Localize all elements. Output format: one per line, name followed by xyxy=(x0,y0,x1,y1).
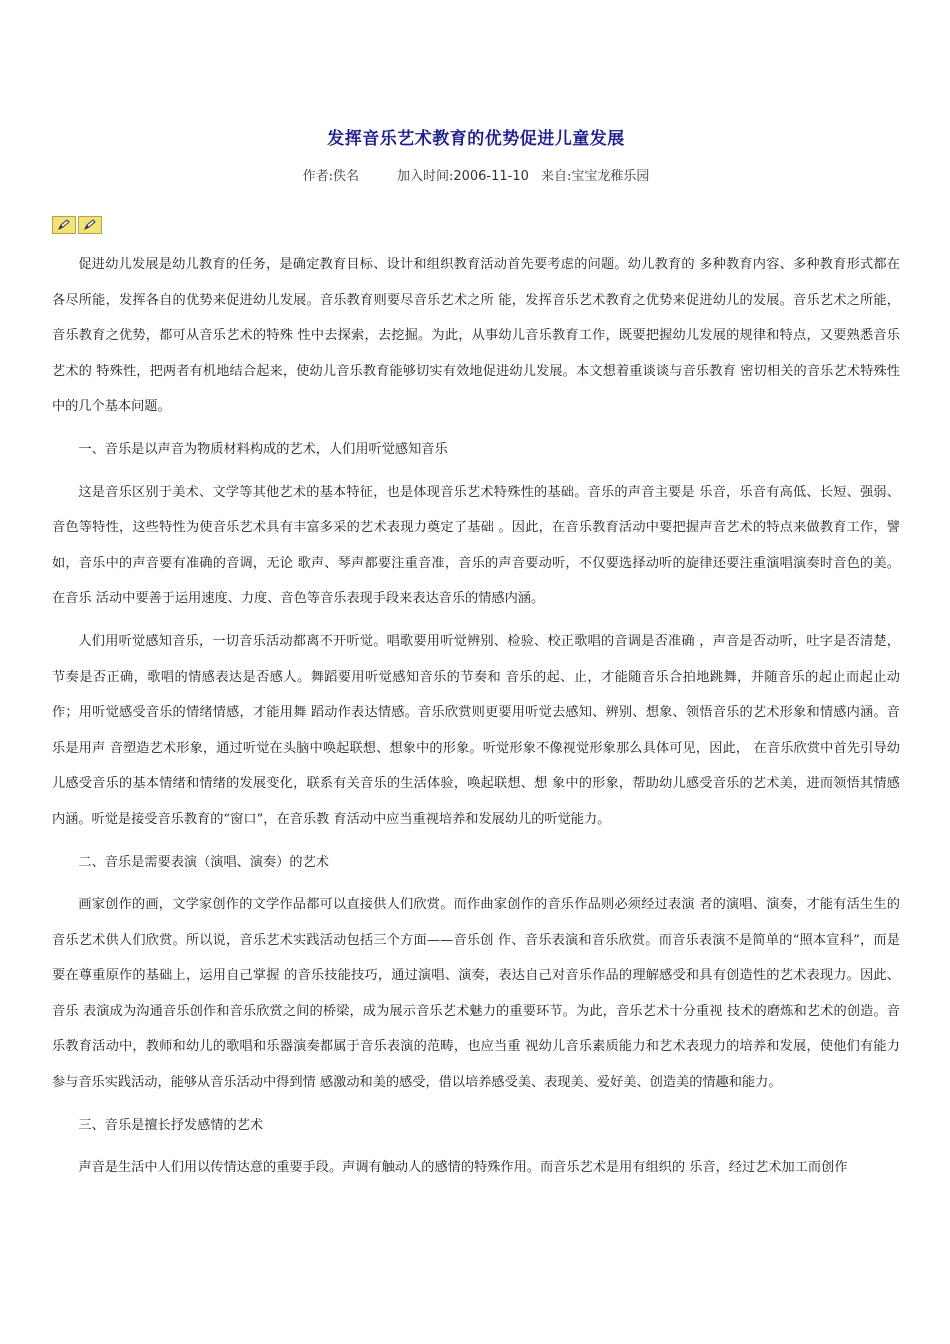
paragraph: 人们用听觉感知音乐，一切音乐活动都离不开听觉。唱歌要用听觉辨别、检验、校正歌唱的音调是否准确 ，声音是否动听，吐字是否清楚，节奏是否正确，歌唱的情感表达是否感人。舞蹈要用听觉感知音乐的节奏和 音乐的起、止，才能随音乐合拍地跳舞，并随音乐的起止而起止动作；用听觉感受音乐的情绪情感，才能用舞 蹈动作表达情感。音乐欣赏则更要用听觉去感知、辨别、想象、领悟音乐的艺术形象和情感内涵。音乐是用声 音塑造艺术形象，通过听觉在头脑中唤起联想、想象中的形象。听觉形象不像视觉形象那么具体可见，因此， 在音乐欣赏中首先引导幼儿感受音乐的基本情绪和情绪的发展变化，联系有关音乐的生活体验，唤起联想、想 象中的形象，帮助幼儿感受音乐的艺术美，进而领悟其情感内涵。听觉是接受音乐教育的“窗口”，在音乐教 育活动中应当重视培养和发展幼儿的听觉能力。 xyxy=(52,633,900,827)
paragraph: 声音是生活中人们用以传情达意的重要手段。声调有触动人的感情的特殊作用。而音乐艺术是用有组织的 乐音，经过艺术加工而创作 xyxy=(78,1160,848,1176)
pencil-icon[interactable] xyxy=(78,216,102,234)
article-body xyxy=(52,247,900,1193)
section-heading: 三、音乐是擅长抒发感情的艺术 xyxy=(78,1117,264,1133)
section-heading: 一、音乐是以声音为物质材料构成的艺术，人们用听觉感知音乐 xyxy=(78,441,448,457)
pencil-icon[interactable] xyxy=(52,216,76,234)
section-heading: 二、音乐是需要表演（演唱、演奏）的艺术 xyxy=(78,854,329,870)
article-meta xyxy=(52,165,900,184)
added-label: 加入时间: xyxy=(396,169,454,184)
paragraph: 画家创作的画，文学家创作的文学作品都可以直接供人们欣赏。而作曲家创作的音乐作品则必须经过表演 者的演唱、演奏，才能有活生生的音乐艺术供人们欣赏。所以说，音乐艺术实践活动包括三个方面——音乐创 作、音乐表演和音乐欣赏。而音乐表演不是简单的“照本宣科”，而是要在尊重原作的基础上，运用自己掌握 的音乐技能技巧，通过演唱、演奏，表达自己对音乐作品的理解感受和具有创造性的艺术表现力。因此、音乐 表演成为沟通音乐创作和音乐欣赏之间的桥梁，成为展示音乐艺术魅力的重要环节。为此，音乐艺术十分重视 技术的磨炼和艺术的创造。音乐教育活动中，教师和幼儿的歌唱和乐器演奏都属于音乐表演的范畴，也应当重 视幼儿音乐素质能力和艺术表现力的培养和发展，使他们有能力参与音乐实践活动，能够从音乐活动中得到情 感激动和美的感受，借以培养感受美、表现美、爱好美、创造美的情趣和能力。 xyxy=(52,897,900,1091)
added-date: 2006-11-10 xyxy=(453,169,529,184)
paragraph: 这是音乐区别于美术、文学等其他艺术的基本特征，也是体现音乐艺术特殊性的基础。音乐的声音主要是 乐音，乐音有高低、长短、强弱、音色等特性，这些特性为使音乐艺术具有丰富多采的艺术表现力奠定了基础 。因此，在音乐教育活动中要把握声音艺术的特点来做教育工作，譬如，音乐中的声音要有准确的音调，无论 歌声、琴声都要注重音准，音乐的声音要动听，不仅要选择动听的旋律还要注重演唱演奏时音色的美。在音乐 活动中要善于运用速度、力度、音色等音乐表现手段来表达音乐的情感内涵。 xyxy=(52,484,900,607)
added-time xyxy=(397,169,529,184)
article-title: 发挥音乐艺术教育的优势促进儿童发展 xyxy=(327,129,625,149)
paragraph: 促进幼儿发展是幼儿教育的任务，是确定教育目标、设计和组织教育活动首先要考虑的问题。幼儿教育的 多种教育内容、多种教育形式都在各尽所能，发挥各自的优势来促进幼儿发展。音乐教育则要尽音乐艺术之所 能，发挥音乐艺术教育之优势来促进幼儿的发展。音乐艺术之所能，音乐教育之优势，都可从音乐艺术的特殊 性中去探索，去挖掘。为此，从事幼儿音乐教育工作，既要把握幼儿发展的规律和特点，又要熟悉音乐艺术的 特殊性，把两者有机地结合起来，使幼儿音乐教育能够切实有效地促进幼儿发展。本文想着重谈谈与音乐教育 密切相关的音乐艺术特殊性中的几个基本问题。 xyxy=(52,257,900,415)
source-label: 来自:宝宝龙稚乐园 xyxy=(541,169,650,184)
toolbar-icons xyxy=(52,216,102,234)
author-label: 作者:佚名 xyxy=(302,169,359,184)
